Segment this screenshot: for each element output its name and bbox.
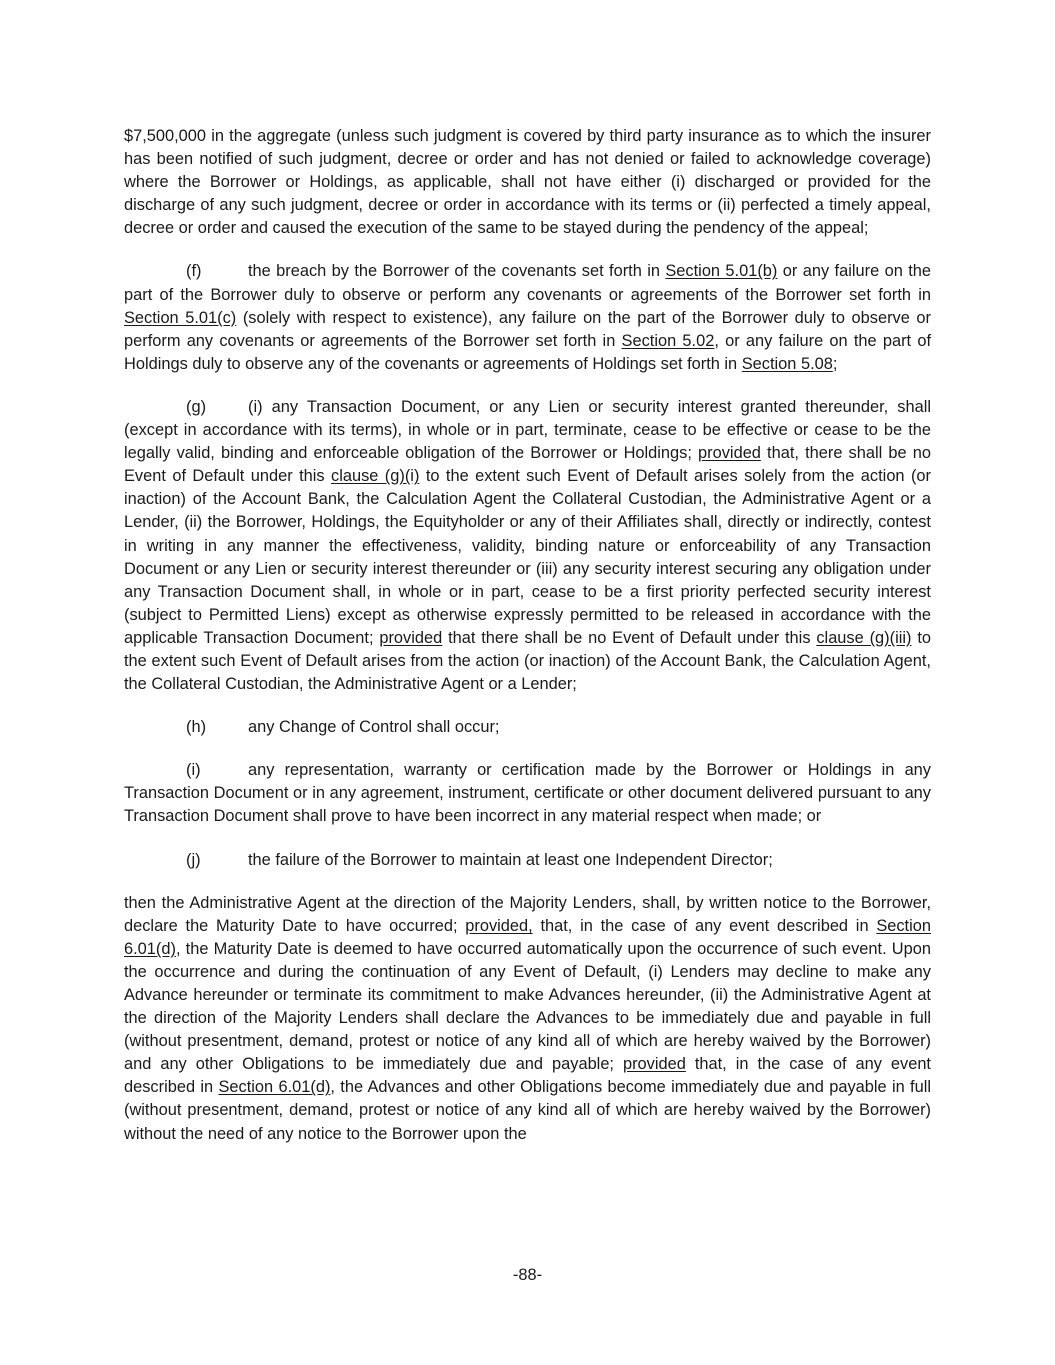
clause-h: (h) any Change of Control shall occur; — [124, 716, 931, 739]
underlined-term: provided — [622, 1055, 686, 1074]
section-reference: Section 5.01(c) — [124, 308, 237, 327]
paragraph-remedies: then the Administrative Agent at the direction of the Majority Lenders, shall, by written notice to the Borrower, declare the Maturity Date to have occurred; provided, that, in the case of any event described in Section 6.01(d), the Maturity Date is deemed to have occurred automatically upon the occurrence of such event. Upon the occurrence and during the continuation of any Event of Default, (i) Lenders may decline to make any Advance hereunder or terminate its commitment to make Advances hereunder, (ii) the Administrative Agent at the direction of the Majority Lenders shall declare the Advances to be immediately due and payable in full (without presentment, demand, protest or notice of any kind all of which are hereby waived by the Borrower) and any other Obligations to be immediately due and payable; provided that, in the case of any event described in Section 6.01(d), the Advances and other Obligations become immediately due and payable in full (without presentment, demand, protest or notice of any kind all of which are hereby waived by the Borrower) without the need of any notice to the Borrower upon the — [124, 893, 932, 1143]
underlined-term: provided — [698, 444, 761, 463]
section-reference: Section 5.02 — [621, 331, 715, 350]
clause-reference: clause (g)(iii) — [816, 628, 912, 647]
section-reference: Section 6.01(d) — [124, 916, 931, 958]
clause-f: (f) the breach by the Borrower of the covenants set forth in Section 5.01(b) or any failure on the part of the Borrower duly to observe or perform any covenants or agreements of the Borrower set forth in Section 5.01(c) (solely with respect to existence), any failure on the part of the Borrower duly to observe or perform any covenants or agreements of the Borrower set forth in Section 5.02, or any failure on the part of Holdings duly to observe any of the covenants or agreements of Holdings set forth in Section 5.08; — [124, 262, 932, 373]
underlined-term: provided, — [465, 916, 533, 935]
clause-label: (g) — [186, 397, 207, 416]
clause-reference: clause (g)(i) — [331, 467, 420, 486]
section-reference: Section 5.01(b) — [665, 262, 778, 281]
paragraph-judgment-continuation — [124, 125, 931, 240]
clause-label: (j) — [186, 850, 201, 869]
underlined-term: provided — [379, 628, 443, 647]
clause-label: (i) — [186, 761, 201, 780]
clause-j: (j) the failure of the Borrower to maintain at least one Independent Director; — [124, 849, 931, 872]
paragraph-text: $7,500,000 in the aggregate (unless such judgment is covered by third party insurance as to which the insurer has been notified of such judgment, decree or order and has not denied or failed to acknowledge coverage) where the Borrower or Holdings, as applicable, shall not have either (i) discharged or provided for the discharge of any such judgment, decree or order in accordance with its terms or (ii) perfected a timely appeal, decree or order and caused the execution of the same to be stayed during the pendency of the appeal; — [124, 127, 931, 238]
clause-label: (h) — [186, 718, 207, 737]
document-page — [124, 125, 931, 1146]
page-number: -88- — [512, 1266, 543, 1284]
clause-i: (i) any representation, warranty or certification made by the Borrower or Holdings in any Transaction Document or in any agreement, instrument, certificate or other document delivered pursuant to any Transaction Document shall prove to have been incorrect in any material respect when made; or — [124, 761, 931, 826]
section-reference: Section 6.01(d) — [218, 1078, 331, 1097]
clause-g: (g) (i) any Transaction Document, or any Lien or security interest granted thereunder, shall (except in accordance with its terms), in whole or in part, terminate, cease to be effective or cease to be the legally valid, binding and enforceable obligation of the Borrower or Holdings; provided that, there shall be no Event of Default under this clause (g)(i) to the extent such Event of Default arises solely from the action (or inaction) of the Account Bank, the Calculation Agent the Collateral Custodian, the Administrative Agent or a Lender, (ii) the Borrower, Holdings, the Equityholder or any of their Affiliates shall, directly or indirectly, contest in writing in any manner the effectiveness, validity, binding nature or enforceability of any Transaction Document or any Lien or security interest thereunder or (iii) any security interest securing any obligation under any Transaction Document shall, in whole or in part, cease to be a first priority perfected security interest (subject to Permitted Liens) except as otherwise expressly permitted to be released in accordance with the applicable Transaction Document; provided that there shall be no Event of Default under this clause (g)(iii) to the extent such Event of Default arises from the action (or inaction) of the Account Bank, the Calculation Agent, the Collateral Custodian, the Administrative Agent or a Lender; — [124, 397, 931, 694]
clause-label: (f) — [186, 262, 202, 281]
section-reference: Section 5.08 — [741, 354, 833, 373]
